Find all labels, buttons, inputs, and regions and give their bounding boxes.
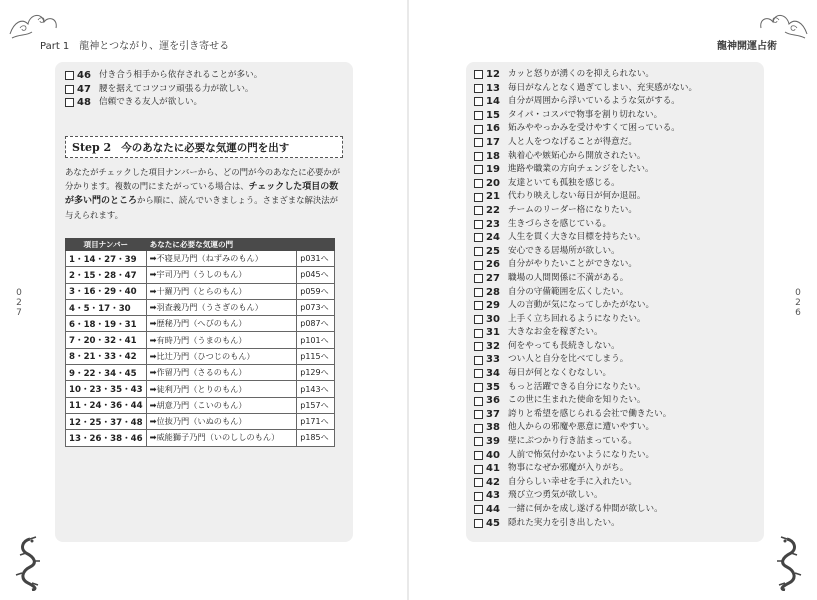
table-cell-page: p059へ [297,283,335,299]
dragon-icon [771,535,805,591]
table-cell-nums: 8・21・33・42 [66,348,147,364]
table-cell-gate: ➡胡意乃門（こいのもん） [146,397,297,413]
table-cell-nums: 12・25・37・48 [66,413,147,429]
checkbox[interactable] [474,397,483,406]
checklist-item[interactable]: 44 一緒に何かを成し遂げる仲間が欲しい。 [474,503,697,517]
checklist-item[interactable]: 13 毎日がなんとなく過ぎてしまい、充実感がない。 [474,82,697,96]
table-cell-gate: ➡徒利乃門（とりのもん） [146,381,297,397]
table-cell-page: p115へ [297,348,335,364]
table-cell-page: p185へ [297,430,335,446]
checklist-item[interactable]: 24 人生を貫く大きな目標を持ちたい。 [474,231,697,245]
table-row [66,267,335,283]
checklist-item[interactable]: 38 他人からの邪魔や悪意に遭いやすい。 [474,421,697,435]
checklist-item[interactable]: 25 安心できる居場所が欲しい。 [474,245,697,259]
step-label: Step 2 [72,140,112,154]
checklist [65,69,262,110]
table-row [66,348,335,364]
table-cell-nums: 11・24・36・44 [66,397,147,413]
table-cell-gate: ➡羽查義乃門（うさぎのもん） [146,299,297,315]
checkbox[interactable] [474,193,483,202]
table-row [66,283,335,299]
checkbox[interactable] [474,233,483,242]
checklist-item[interactable]: 20 友達といても孤独を感じる。 [474,177,697,191]
checkbox[interactable] [474,125,483,134]
checkbox[interactable] [474,220,483,229]
checkbox[interactable] [474,111,483,120]
checkbox[interactable] [474,505,483,514]
checklist-item[interactable]: 32 何をやっても長続きしない。 [474,340,697,354]
checklist-item[interactable]: 18 執着心や嫉妬心から開放されたい。 [474,150,697,164]
page-number: 0 2 7 [16,288,22,318]
checkbox[interactable] [474,206,483,215]
table-cell-nums: 2・15・28・47 [66,267,147,283]
table-cell-gate: ➡十羅乃門（とらのもん） [146,283,297,299]
checklist-item[interactable]: 45 隠れた実力を引き出したい。 [474,517,697,531]
table-row [66,430,335,446]
gate-table [65,238,335,447]
table-cell-page: p143へ [297,381,335,397]
table-cell-gate: ➡歴秘乃門（へびのもん） [146,316,297,332]
checkbox[interactable] [474,247,483,256]
checklist-item[interactable]: 39 壁にぶつかり行き詰まっている。 [474,435,697,449]
table-row [66,397,335,413]
checkbox[interactable] [474,451,483,460]
table-cell-page: p031へ [297,251,335,267]
checkbox[interactable] [65,71,74,80]
table-cell-page: p045へ [297,267,335,283]
checklist-item[interactable]: 36 この世に生まれた使命を知りたい。 [474,394,697,408]
checklist-item[interactable]: 23 生きづらさを感じている。 [474,218,697,232]
table-row [66,316,335,332]
dragon-icon [12,535,46,591]
checkbox[interactable] [474,369,483,378]
table-cell-nums: 1・14・27・39 [66,251,147,267]
checkbox[interactable] [474,165,483,174]
checklist-item[interactable]: 30 上手く立ち回れるようになりたい。 [474,313,697,327]
column-header: 項目ナンバー [66,239,147,251]
checklist-item[interactable]: 22 チームのリーダー格になりたい。 [474,204,697,218]
checklist-item[interactable]: 19 進路や職業の方向チェンジをしたい。 [474,163,697,177]
checkbox[interactable] [474,261,483,270]
checklist-item[interactable]: 46 付き合う相手から依存されることが多い。 [65,69,262,83]
table-cell-nums: 9・22・34・45 [66,365,147,381]
checkbox[interactable] [65,85,74,94]
instruction-paragraph: あなたがチェックした項目ナンバーから、どの門が今のあなたに必要かが分かります。複数の門にまたがっている場合は、チェックした項目の数が多い門のところから順に、読んでいきましょう。さまざまな解決法が与えられます。 [65,167,341,220]
checkbox[interactable] [474,478,483,487]
checkbox[interactable] [474,301,483,310]
checklist-item[interactable]: 27 職場の人間関係に不満がある。 [474,272,697,286]
table-cell-gate: ➡位抜乃門（いぬのもん） [146,413,297,429]
table-cell-gate: ➡比辻乃門（ひつじのもん） [146,348,297,364]
checklist-item[interactable]: 29 人の言動が気になってしかたがない。 [474,299,697,313]
checklist-item[interactable]: 43 飛び立つ勇気が欲しい。 [474,489,697,503]
checklist-item[interactable]: 37 誇りと希望を感じられる会社で働きたい。 [474,408,697,422]
checkbox[interactable] [474,288,483,297]
checkbox[interactable] [474,465,483,474]
checklist-item[interactable]: 16 妬みややっかみを受けやすくて困っている。 [474,122,697,136]
checkbox[interactable] [474,410,483,419]
checklist-item[interactable]: 17 人と人をつなげることが得意だ。 [474,136,697,150]
left-page [0,0,408,600]
content-panel [55,62,353,542]
checkbox[interactable] [474,424,483,433]
table-cell-gate: ➡不寝見乃門（ねずみのもん） [146,251,297,267]
checklist-item[interactable]: 26 自分がやりたいことができない。 [474,258,697,272]
checklist-item[interactable]: 34 毎日が何となくむなしい。 [474,367,697,381]
table-cell-nums: 10・23・35・43 [66,381,147,397]
running-header: Part 1 龍神とつながり、運を引き寄せる [40,41,230,52]
table-cell-page: p073へ [297,299,335,315]
step-title: 今のあなたに必要な気運の門を出す [121,141,290,154]
checklist-item[interactable]: 33 つい人と自分を比べてしまう。 [474,353,697,367]
checklist-item[interactable]: 14 自分が周囲から浮いているような気がする。 [474,95,697,109]
checklist-item[interactable]: 12 カッと怒りが湧くのを抑えられない。 [474,68,697,82]
checklist [474,68,697,530]
step-heading [65,136,343,158]
table-row [66,365,335,381]
table-cell-gate: ➡有時乃門（うまのもん） [146,332,297,348]
table-cell-gate: ➡威能獅子乃門（いのししのもん） [146,430,297,446]
table-cell-gate: ➡宇司乃門（うしのもん） [146,267,297,283]
page-number: 0 2 6 [795,288,801,318]
table-row [66,381,335,397]
running-header: 龍神開運占術 [717,41,777,52]
checklist-item[interactable]: 47 腰を据えてコツコツ頑張る力が欲しい。 [65,83,262,97]
table-cell-page: p129へ [297,365,335,381]
checklist-item[interactable]: 15 タイパ・コスパで物事を割り切れない。 [474,109,697,123]
table-cell-nums: 13・26・38・46 [66,430,147,446]
checkbox[interactable] [474,70,483,79]
table-row [66,332,335,348]
checklist-item[interactable]: 48 信頼できる友人が欲しい。 [65,96,262,110]
right-page [409,0,817,600]
table-row [66,251,335,267]
table-cell-gate: ➡作留乃門（さるのもん） [146,365,297,381]
checkbox[interactable] [474,315,483,324]
table-row [66,413,335,429]
column-header: あなたに必要な気運の門 [146,239,334,251]
table-row [66,299,335,315]
checkbox[interactable] [474,492,483,501]
checklist-item[interactable]: 28 自分の守備範囲を広くしたい。 [474,286,697,300]
checkbox[interactable] [474,138,483,147]
checkbox[interactable] [474,356,483,365]
table-cell-page: p157へ [297,397,335,413]
checkbox[interactable] [474,84,483,93]
checkbox[interactable] [474,437,483,446]
checkbox[interactable] [474,274,483,283]
table-cell-nums: 7・20・32・41 [66,332,147,348]
checklist-item[interactable]: 41 物事になぜか邪魔が入りがち。 [474,462,697,476]
checkbox[interactable] [474,383,483,392]
checkbox[interactable] [474,97,483,106]
table-cell-nums: 3・16・29・40 [66,283,147,299]
checklist-item[interactable]: 40 人前で怖気付かないようになりたい。 [474,449,697,463]
checkbox[interactable] [65,98,74,107]
checkbox[interactable] [474,329,483,338]
checklist-item[interactable]: 42 自分らしい幸せを手に入れたい。 [474,476,697,490]
table-cell-page: p087へ [297,316,335,332]
content-panel [466,62,764,542]
checkbox[interactable] [474,342,483,351]
checkbox[interactable] [474,179,483,188]
checklist-item[interactable]: 21 代わり映えしない毎日が何か退屈。 [474,190,697,204]
checkbox[interactable] [474,519,483,528]
table-cell-nums: 4・5・17・30 [66,299,147,315]
table-cell-nums: 6・18・19・31 [66,316,147,332]
checkbox[interactable] [474,152,483,161]
table-cell-page: p171へ [297,413,335,429]
checklist-item[interactable]: 31 大きなお金を稼ぎたい。 [474,326,697,340]
checklist-item[interactable]: 35 もっと活躍できる自分になりたい。 [474,381,697,395]
table-cell-page: p101へ [297,332,335,348]
